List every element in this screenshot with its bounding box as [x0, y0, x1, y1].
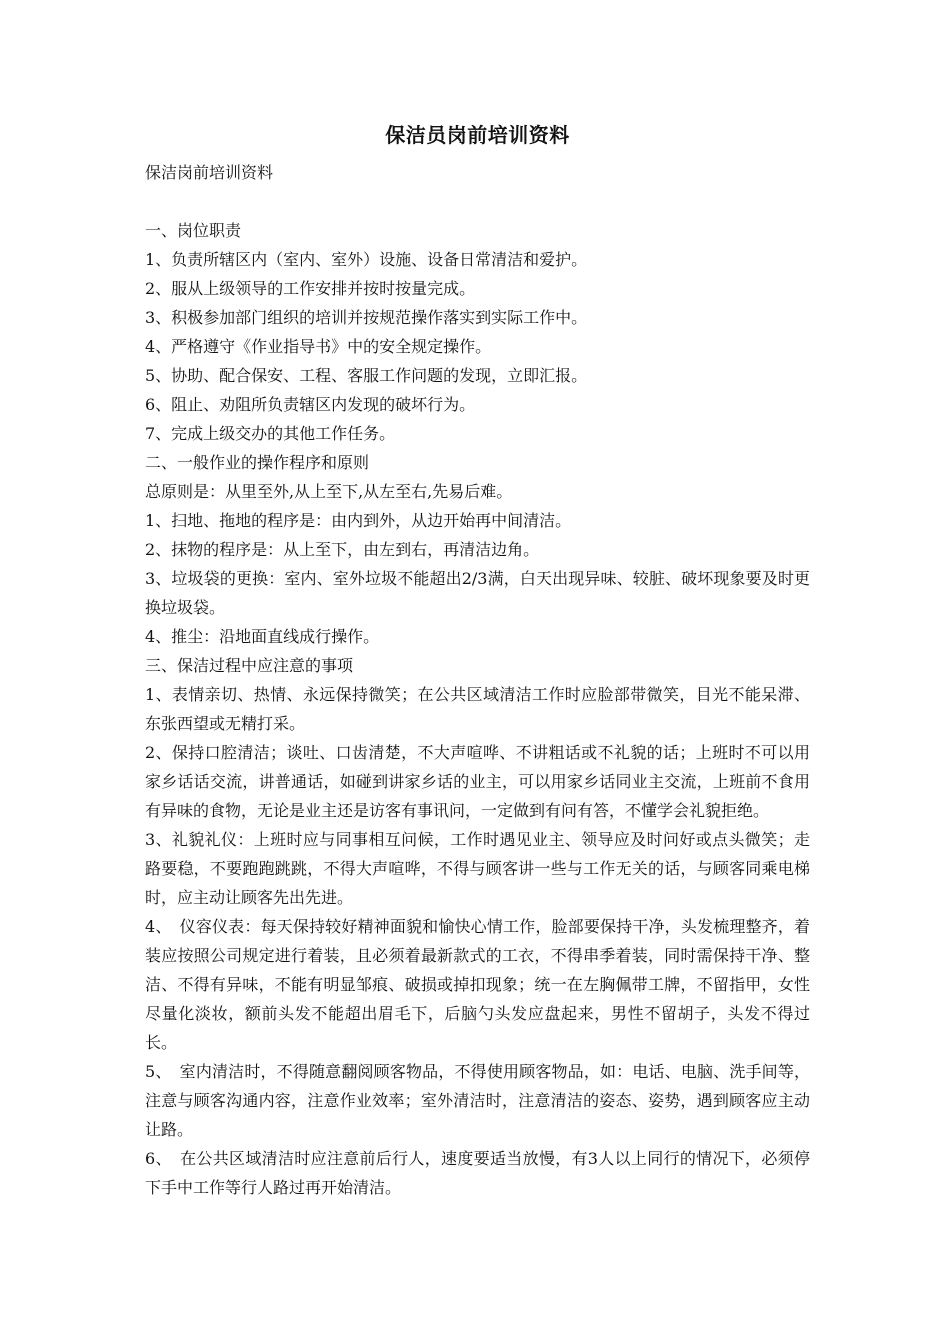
- list-item: 4、严格遵守《作业指导书》中的安全规定操作。: [145, 337, 492, 356]
- list-item: 4、推尘：沿地面直线成行操作。: [145, 627, 380, 646]
- list-item: 3、积极参加部门组织的培训并按规范操作落实到实际工作中。: [145, 308, 588, 327]
- list-item: 1、负责所辖区内（室内、室外）设施、设备日常清洁和爱护。: [145, 250, 588, 269]
- list-item: 1、扫地、拖地的程序是：由内到外，从边开始再中间清洁。: [145, 511, 572, 530]
- section-heading: 二、一般作业的操作程序和原则: [145, 453, 370, 472]
- list-item: 1、表情亲切、热情、永远保持微笑；在公共区域清洁工作时应脸部带微笑，目光不能呆滞、东张西望或无精打采。: [145, 685, 810, 733]
- list-item: 5、 室内清洁时，不得随意翻阅顾客物品，不得使用顾客物品，如：电话、电脑、洗手间等，注意与顾客沟通内容，注意作业效率；室外清洁时，注意清洁的姿态、姿势，遇到顾客应主动让路。: [145, 1062, 810, 1139]
- section-precautions: [145, 651, 810, 1202]
- list-item: 6、阻止、劝阻所负责辖区内发现的破坏行为。: [145, 395, 476, 414]
- list-item: 2、抹物的程序是：从上至下，由左到右，再清洁边角。: [145, 540, 540, 559]
- section-procedures: [145, 448, 810, 651]
- section-heading: 一、岗位职责: [145, 221, 242, 240]
- list-item: 4、 仪容仪表：每天保持较好精神面貌和愉快心情工作，脸部要保持干净，头发梳理整齐，着装应按照公司规定进行着装，且必须着最新款式的工衣，不得串季着装，同时需保持干净、整洁、不得有异味，不能有明显邹痕、破损或掉扣现象；统一在左胸佩带工牌，不留指甲，女性尽量化淡妆，额前头发不能超出眉毛下，后脑勺头发应盘起来，男性不留胡子，头发不得过长。: [145, 917, 810, 1052]
- list-item: 6、 在公共区域清洁时应注意前后行人，速度要适当放慢，有3人以上同行的情况下，必须停下手中工作等行人路过再开始清洁。: [145, 1149, 810, 1197]
- list-item: 总原则是：从里至外,从上至下,从左至右,先易后难。: [145, 482, 513, 501]
- list-item: 5、协助、配合保安、工程、客服工作问题的发现，立即汇报。: [145, 366, 588, 385]
- list-item: 7、完成上级交办的其他工作任务。: [145, 424, 396, 443]
- document-page: [145, 120, 810, 1202]
- section-duties: [145, 216, 810, 448]
- blank-line: [145, 187, 810, 216]
- list-item: 2、服从上级领导的工作安排并按时按量完成。: [145, 279, 476, 298]
- list-item: 2、保持口腔清洁；谈吐、口齿清楚，不大声喧哗、不讲粗话或不礼貌的话；上班时不可以用家乡话话交流，讲普通话，如碰到讲家乡话的业主，可以用家乡话同业主交流，上班前不食用有异味的食物，无论是业主还是访客有事讯问，一定做到有问有答，不懂学会礼貌拒绝。: [145, 743, 810, 820]
- section-heading: 三、保洁过程中应注意的事项: [145, 656, 354, 675]
- list-item: 3、礼貌礼仪：上班时应与同事相互问候，工作时遇见业主、领导应及时问好或点头微笑；走路要稳，不要跑跑跳跳，不得大声喧哗，不得与顾客讲一些与工作无关的话，与顾客同乘电梯时，应主动让顾客先出先进。: [145, 830, 810, 907]
- document-subtitle: 保洁岗前培训资料: [145, 163, 274, 182]
- list-item: 3、垃圾袋的更换：室内、室外垃圾不能超出2/3满，白天出现异味、较脏、破坏现象要及时更换垃圾袋。: [145, 569, 810, 617]
- document-title: 保洁员岗前培训资料: [385, 123, 570, 147]
